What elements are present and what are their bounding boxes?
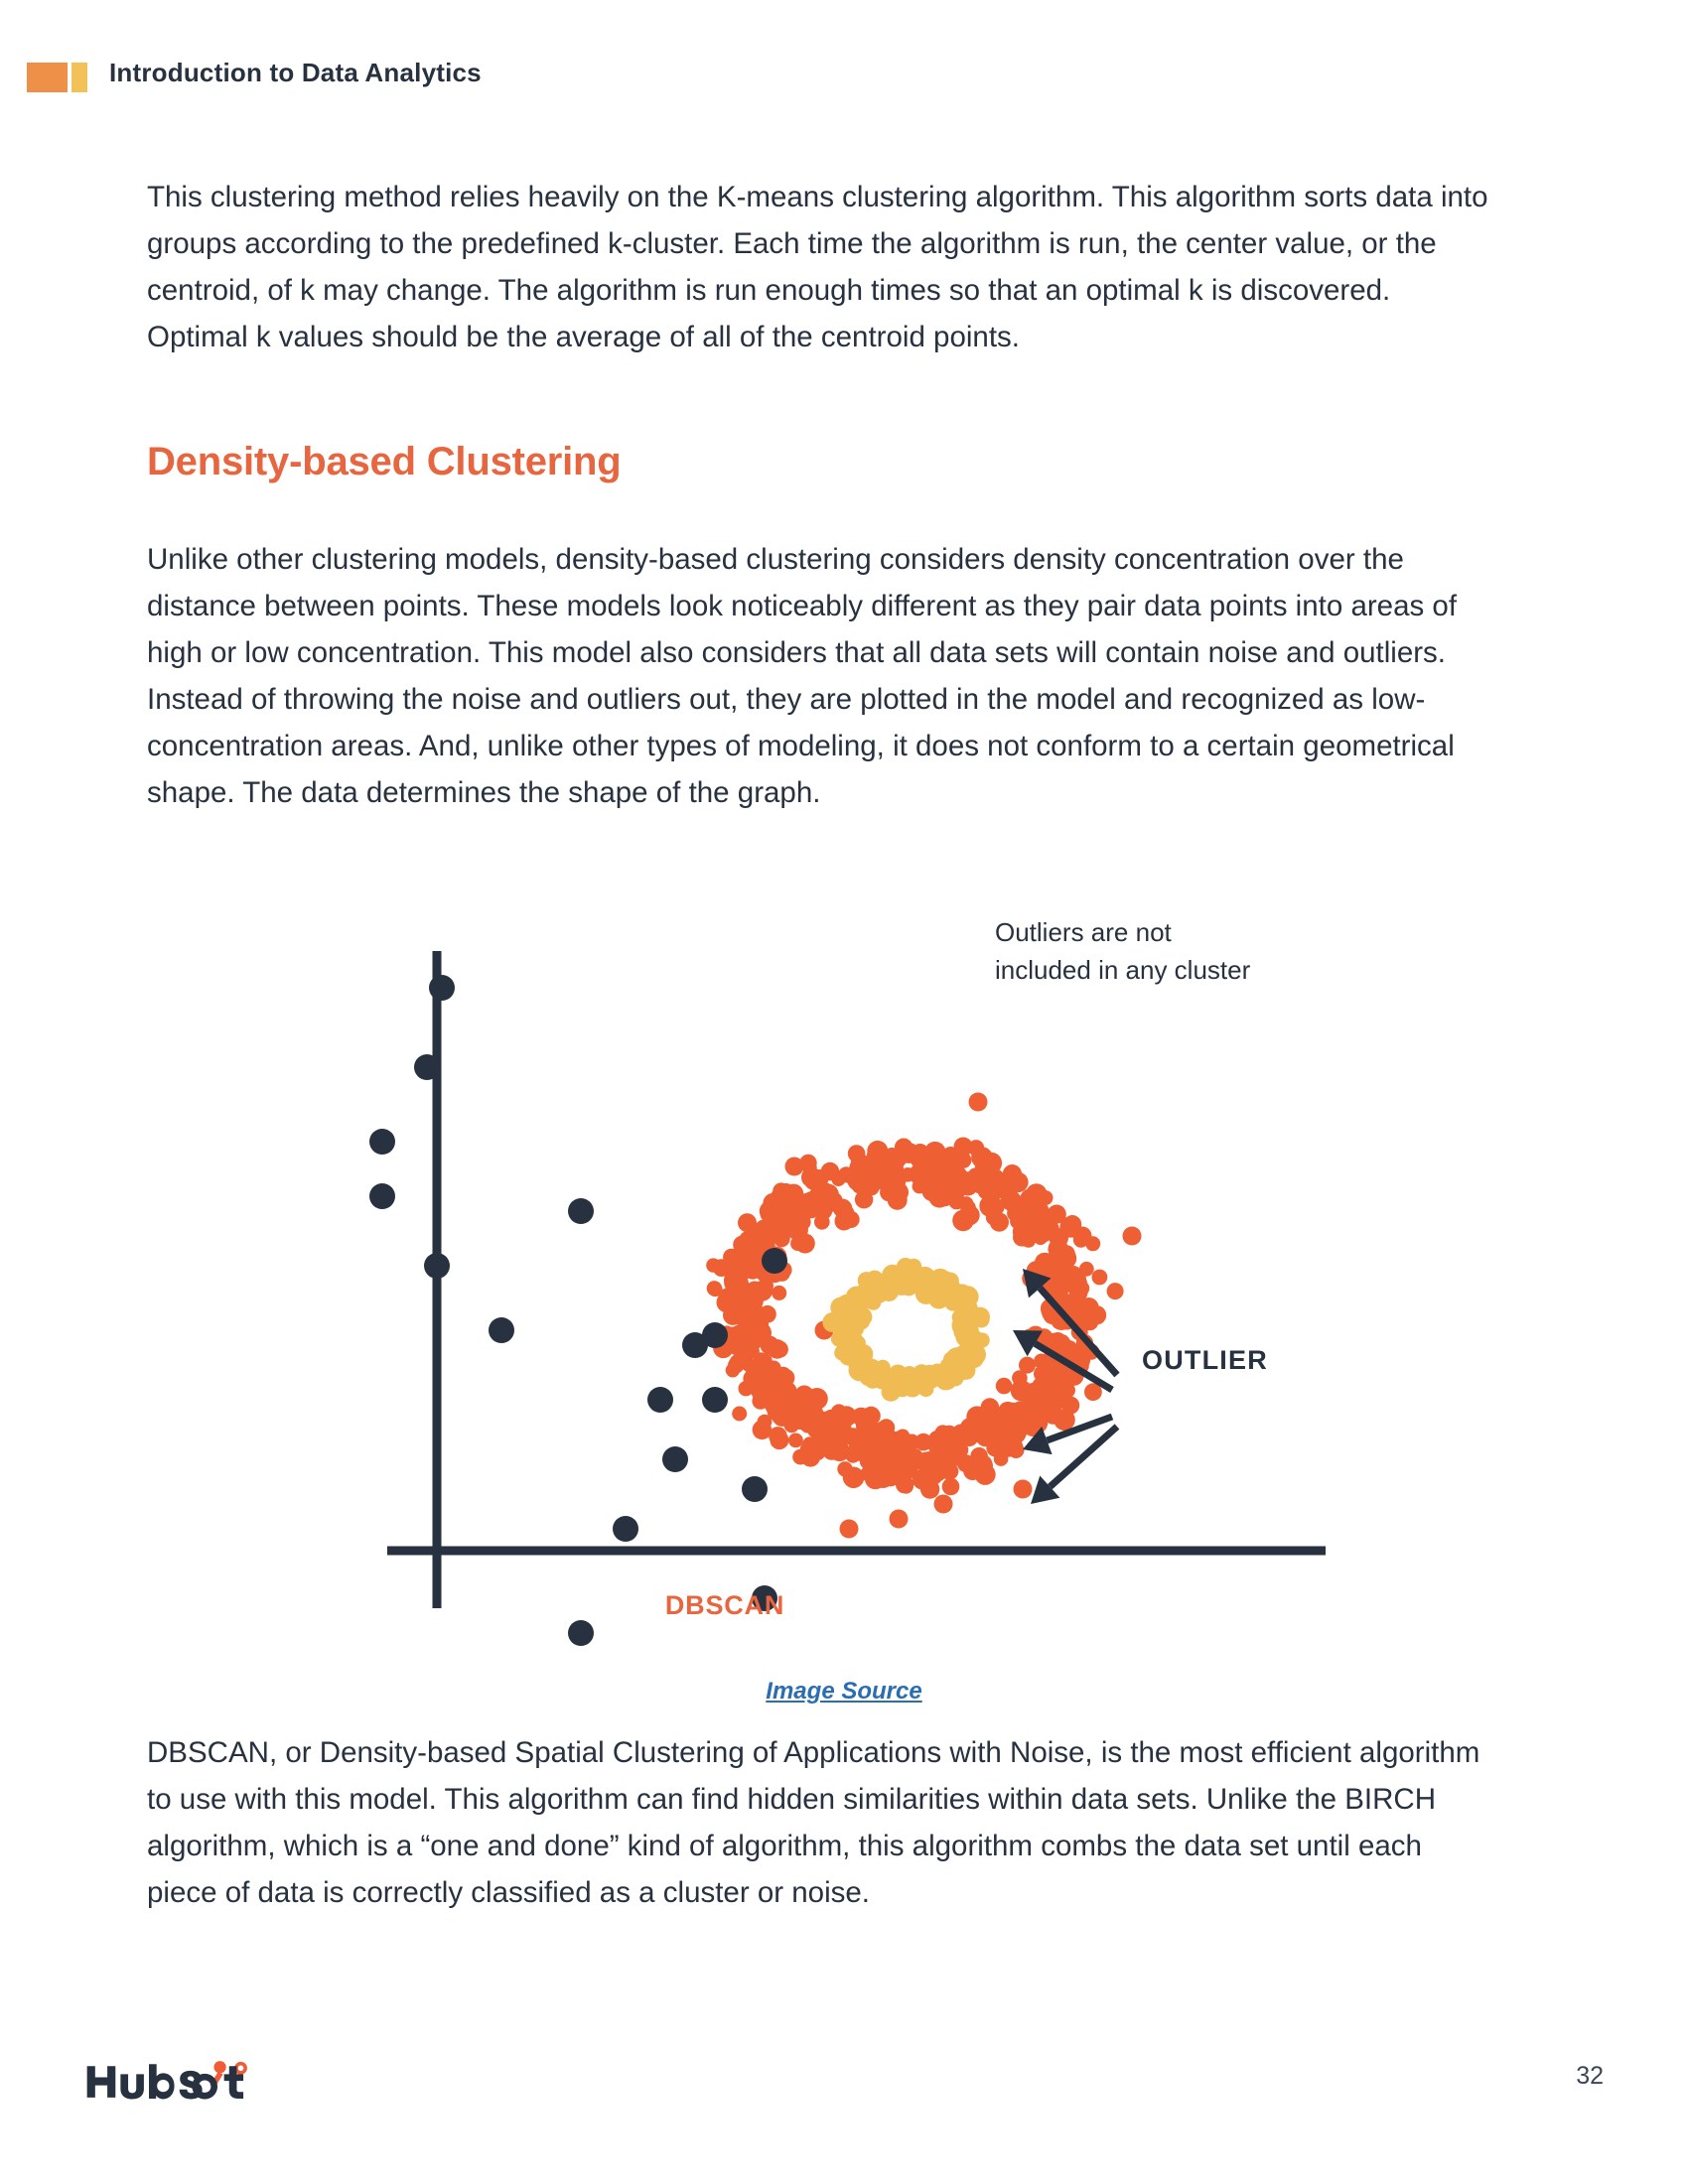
page-footer <box>0 2015 1688 2184</box>
data-point <box>1014 1480 1033 1499</box>
outlier-point <box>682 1332 708 1358</box>
data-point <box>737 1245 752 1260</box>
data-point <box>973 1311 990 1328</box>
chart-x-axis-title: DBSCAN <box>664 1590 785 1620</box>
cluster-outer-dense-ring <box>706 1093 1141 1539</box>
data-point <box>730 1354 746 1370</box>
hubspot-logo <box>84 2055 258 2101</box>
data-point <box>959 1177 978 1196</box>
data-point <box>960 1200 976 1216</box>
data-point <box>768 1390 782 1405</box>
data-point <box>997 1429 1012 1443</box>
outlier-point <box>369 1183 395 1209</box>
data-point <box>773 1182 789 1199</box>
data-point <box>810 1433 830 1452</box>
data-point <box>795 1386 814 1405</box>
data-point <box>802 1160 817 1175</box>
dbscan-chart-svg <box>328 893 1380 1688</box>
data-point <box>899 1479 914 1494</box>
data-point <box>941 1173 956 1188</box>
data-point <box>928 1154 946 1171</box>
data-point <box>913 1273 932 1293</box>
paragraph-dbscan: DBSCAN, or Density-based Spatial Clustering of Applications with Noise, is the most efficient algorithm to use with this model. This algorithm can find hidden similarities within data sets. Unlike the BIRCH algorithm, which is a “one and done” kind of algorithm, this algorithm combs the data set until each piece of data is correctly classified as a cluster or noise. <box>147 1736 1480 1909</box>
data-point <box>758 1415 773 1430</box>
data-point <box>1021 1233 1036 1248</box>
data-point <box>787 1220 808 1241</box>
data-point <box>942 1478 960 1496</box>
data-point <box>1079 1262 1094 1277</box>
data-point <box>1107 1283 1124 1299</box>
data-point <box>835 1212 854 1231</box>
data-point <box>840 1520 859 1539</box>
data-point <box>745 1314 766 1335</box>
outlier-point <box>489 1317 514 1343</box>
annotation-outliers-note <box>995 913 1250 989</box>
annotation-outliers-note-line1: Outliers are not <box>995 917 1172 947</box>
data-point <box>934 1495 953 1514</box>
data-point <box>930 1368 948 1386</box>
outlier-point <box>424 1253 450 1279</box>
data-point <box>1123 1227 1142 1246</box>
page-header <box>0 0 1688 119</box>
data-point <box>969 1093 988 1112</box>
data-point <box>852 1445 868 1461</box>
data-point <box>1015 1215 1035 1235</box>
data-point <box>929 1431 945 1446</box>
outlier-point <box>369 1129 395 1155</box>
data-point <box>898 1261 916 1280</box>
paragraph-density-based: Unlike other clustering models, density-based clustering considers density concentration over the distance between points. These models look noticeably different as they pair data points into areas of high or low concentration. This model also considers that all data sets will contain noise and outliers. Instead of throwing the noise and outliers out, they are plotted in the model and recognized as low-concentration areas. And, unlike other types of modeling, it does not conform to a certain geometrical shape. The data determines the shape of the graph. <box>147 543 1458 809</box>
header-accent-orange-block <box>27 63 68 92</box>
data-point <box>821 1410 842 1431</box>
data-point <box>785 1158 804 1176</box>
section-heading-density-based-clustering: Density-based Clustering <box>147 440 622 483</box>
data-point <box>890 1510 909 1529</box>
data-point <box>996 1378 1013 1395</box>
data-point <box>761 1336 779 1355</box>
outlier-point <box>662 1446 688 1472</box>
data-point <box>981 1398 1000 1417</box>
data-point <box>960 1418 980 1437</box>
data-point <box>896 1450 913 1467</box>
outlier-point <box>568 1620 594 1646</box>
image-source-link[interactable]: Image Source <box>766 1678 922 1705</box>
data-point <box>942 1273 959 1290</box>
data-point <box>746 1282 765 1300</box>
data-point <box>913 1469 933 1490</box>
data-point <box>954 1315 973 1334</box>
data-point <box>743 1369 764 1390</box>
data-point <box>955 1297 972 1314</box>
data-point <box>1034 1231 1048 1245</box>
data-point <box>974 1455 993 1474</box>
data-point <box>840 1347 854 1361</box>
data-point <box>873 1373 887 1387</box>
data-point <box>1019 1357 1036 1374</box>
data-point <box>888 1190 908 1210</box>
data-point <box>732 1407 747 1422</box>
data-point <box>1043 1367 1062 1387</box>
data-point <box>773 1408 791 1427</box>
data-point <box>1043 1405 1060 1423</box>
outlier-point <box>429 975 455 1001</box>
data-point <box>706 1258 720 1272</box>
data-point <box>1081 1313 1098 1330</box>
data-point <box>862 1407 881 1426</box>
page-number: 32 <box>1576 2062 1604 2090</box>
data-point <box>870 1285 889 1303</box>
outlier-point <box>414 1054 440 1080</box>
data-point <box>1073 1227 1092 1246</box>
data-point <box>861 1464 880 1483</box>
data-point <box>761 1207 775 1222</box>
outlier-point <box>762 1248 787 1274</box>
data-point <box>1050 1332 1066 1349</box>
data-point <box>1055 1261 1071 1278</box>
data-point <box>788 1191 806 1209</box>
data-point <box>954 1138 973 1157</box>
data-point <box>846 1170 864 1188</box>
dbscan-scatter-figure <box>328 893 1380 1688</box>
annotation-outliers-note-line2: included in any cluster <box>995 955 1251 985</box>
cluster-inner-ring <box>822 1258 990 1402</box>
data-point <box>769 1427 787 1445</box>
outlier-point <box>613 1516 638 1542</box>
data-point <box>788 1433 803 1448</box>
data-point <box>938 1462 955 1479</box>
data-point <box>772 1286 786 1300</box>
data-point <box>907 1372 925 1391</box>
data-point <box>886 1373 907 1394</box>
data-point <box>843 1467 865 1489</box>
data-point <box>1008 1172 1028 1192</box>
data-point <box>994 1451 1009 1466</box>
data-point <box>774 1230 790 1247</box>
header-accent-yellow-block <box>71 63 87 92</box>
paragraph-kmeans: This clustering method relies heavily on the K-means clustering algorithm. This algorithm sorts data into groups according to the predefined k-cluster. Each time the algorithm is run, the center value, or the centroid, of k may change. The algorithm is run enough times so that an optimal k is discovered. Optimal k values should be the average of all of the centroid points. <box>147 181 1488 353</box>
outlier-point <box>647 1387 673 1413</box>
data-point <box>773 1367 789 1384</box>
outlier-point <box>742 1476 768 1502</box>
data-point <box>1092 1270 1108 1286</box>
data-point <box>883 1155 903 1174</box>
data-point <box>988 1198 1005 1215</box>
data-point <box>855 1190 873 1208</box>
annotation-outlier-label: OUTLIER <box>1142 1345 1268 1375</box>
page-title: Introduction to Data Analytics <box>109 58 482 87</box>
data-point <box>1032 1202 1049 1219</box>
outlier-point <box>568 1198 594 1224</box>
chart-axes <box>387 951 1326 1608</box>
data-point <box>958 1343 975 1360</box>
data-point <box>1023 1399 1044 1420</box>
outlier-point <box>702 1387 728 1413</box>
data-point <box>810 1185 827 1202</box>
data-point <box>793 1402 812 1421</box>
